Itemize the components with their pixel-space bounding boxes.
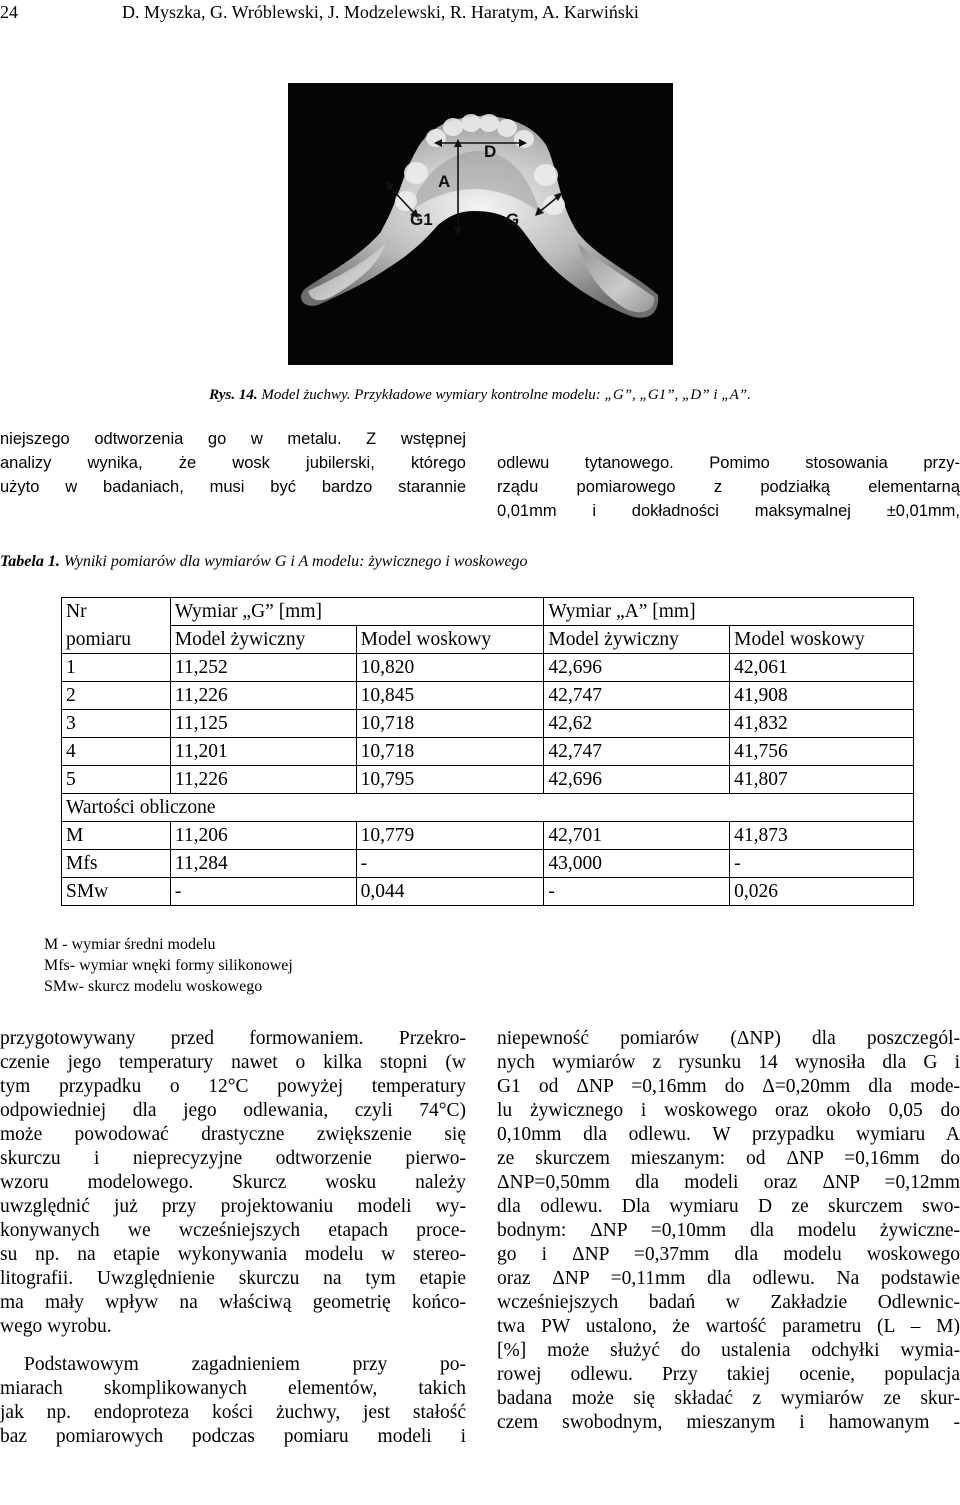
table-cell: 10,718 [356,738,544,766]
table-cell: 0,026 [730,878,914,906]
body-left-line: miarach skomplikowanych elementów, takich [0,1378,466,1399]
body-right-line: ze skurczem mieszanym: od ΔNP =0,16mm do [497,1148,960,1169]
intro-right-line: rządu pomiarowego z podziałką elementarną [497,478,960,496]
table-cell: - [544,878,730,906]
table-row [62,850,914,878]
jaw-model-illustration [288,83,673,365]
table-row [62,710,914,738]
body-right-line: rowej odlewu. Przy takiej ocenie, populacja [497,1364,960,1385]
body-left-line: skurczu i nieprecyzyjne odtworzenie pierwo- [0,1148,466,1169]
table-header-row [62,626,914,654]
table-cell: 42,701 [544,822,730,850]
table-cell: 11,125 [170,710,356,738]
table-cell: 41,908 [730,682,914,710]
header-cell: Model woskowy [356,626,544,654]
table-cell: 42,62 [544,710,730,738]
note-line: M - wymiar średni modelu [44,936,216,953]
table-caption-label: Tabela 1. [0,553,60,570]
body-right-line: lu żywicznego i woskowego oraz około 0,05 do [497,1100,960,1121]
table-cell: 11,226 [170,682,356,710]
label-g1: G1 [410,210,433,229]
table-cell: 11,206 [170,822,356,850]
jaw-model-photo [288,83,673,365]
table-cell: 2 [62,682,171,710]
body-left-line: litografii. Uwzględnienie skurczu na tym etapie [0,1268,466,1289]
header-cell: Model żywiczny [170,626,356,654]
header-cell: Wymiar „G” [mm] [170,598,544,626]
table-cell: 42,747 [544,738,730,766]
table-row [62,822,914,850]
body-right-line: 0,10mm dla odlewu. W przypadku wymiaru A [497,1124,960,1145]
body-right-line: ΔNP=0,50mm dla modeli oraz ΔNP =0,12mm [497,1172,960,1193]
body-left-line: uwzględnić już przy projektowaniu modeli wy- [0,1196,466,1217]
table-row [62,878,914,906]
body-left-line: jak np. endoproteza kości żuchwy, jest stałość [0,1402,466,1423]
intro-right-column [497,451,960,523]
body-right-line: badana może się składać z wymiarów ze skur- [497,1388,960,1409]
table-cell: 10,718 [356,710,544,738]
body-left-line: czenie jego temperatury nawet o kilka stopni (w [0,1052,466,1073]
table-cell: 5 [62,766,171,794]
table-caption-text: Wyniki pomiarów dla wymiarów G i A modelu: żywicznego i woskowego [59,553,528,570]
header-cell: pomiaru [62,626,171,654]
intro-right-line: 0,01mm i dokładności maksymalnej ±0,01mm, [497,502,960,520]
table-cell: 10,820 [356,654,544,682]
body-right-line: go i ΔNP =0,37mm dla modelu woskowego [497,1244,960,1265]
header-cell: Model woskowy [730,626,914,654]
table-cell: 43,000 [544,850,730,878]
intro-left-line: użyto w badaniach, musi być bardzo starannie [0,478,466,496]
table-row [62,738,914,766]
body-right-line: oraz ΔNP =0,11mm dla odlewu. Na podstawie [497,1268,960,1289]
table-row [62,654,914,682]
body-right-line: [%] może służyć do ustalenia odchyłki wymia- [497,1340,960,1361]
note-line: Mfs- wymiar wnęki formy silikonowej [44,957,293,974]
body-right-line: niepewność pomiarów (ΔNP) dla poszczegól- [497,1028,960,1049]
page-number: 24 [0,2,18,22]
body-left-column [0,1027,466,1449]
body-left-line: wego wyrobu. [0,1316,112,1337]
computed-values-row [62,794,914,822]
table-cell: 42,747 [544,682,730,710]
results-table [61,597,914,906]
body-right-line: twa PW ustalono, że wartość parametru (L – M) [497,1316,960,1337]
table-cell: 0,044 [356,878,544,906]
label-d: D [484,142,497,161]
table-header-row [62,598,914,626]
header-cell: Model żywiczny [544,626,730,654]
table-cell: 4 [62,738,171,766]
body-right-line: dla odlewu. Dla wymiaru D ze skurczem swo- [497,1196,960,1217]
intro-left-column [0,427,466,499]
table-cell: 10,795 [356,766,544,794]
body-left-line: su np. na etapie wykonywania modelu w stereo- [0,1244,466,1265]
table-cell: M [62,822,171,850]
table-cell: 11,226 [170,766,356,794]
table-cell: 41,873 [730,822,914,850]
body-left-line: baz pomiarowych podczas pomiaru modeli i [0,1426,466,1447]
table-cell: 11,284 [170,850,356,878]
table-row [62,766,914,794]
table-cell: 42,061 [730,654,914,682]
table-cell: Mfs [62,850,171,878]
table-cell: 3 [62,710,171,738]
body-right-line: czem swobodnym, mieszanym i hamowanym - [497,1412,960,1433]
body-right-line: nych wymiarów z rysunku 14 wynosiła dla G i [497,1052,960,1073]
body-left-line: odpowiedniej dla jego odlewania, czyli 74°C) [0,1100,466,1121]
table-cell: - [730,850,914,878]
label-a: A [438,172,451,191]
table-cell: 42,696 [544,654,730,682]
body-right-column [497,1027,960,1435]
figure-caption-text: Model żuchwy. Przykładowe wymiary kontrolne modelu: „G”, „G1”, „D” i „A”. [257,387,751,403]
body-left-line: wzoru modelowego. Skurcz wosku należy [0,1172,466,1193]
body-left-line: przygotowywany przed formowaniem. Przekro- [0,1028,466,1049]
figure-caption-label: Rys. 14. [209,387,258,403]
body-right-line: bodnym: ΔNP =0,10mm dla modelu żywiczne- [497,1220,960,1241]
intro-left-line: niejszego odtworzenia go w metalu. Z wstępnej [0,430,466,448]
table-cell: - [170,878,356,906]
computed-values-label: Wartości obliczone [62,794,914,822]
table-row [62,682,914,710]
body-left-line: tym przypadku o 12°C powyżej temperatury [0,1076,466,1097]
authors-line: D. Myszka, G. Wróblewski, J. Modzelewski, R. Haratym, A. Karwiński [122,2,639,22]
header-cell: Wymiar „A” [mm] [544,598,914,626]
figure-caption [0,387,960,404]
table-cell: 41,807 [730,766,914,794]
label-g: G [506,210,520,229]
body-right-line: G1 od ΔNP =0,16mm do Δ=0,20mm dla mode- [497,1076,960,1097]
table-notes [44,934,293,997]
intro-left-line: analizy wynika, że wosk jubilerski, którego [0,454,466,472]
body-left-line: może powodować drastyczne zwiększenie się [0,1124,466,1145]
table-cell: 10,779 [356,822,544,850]
table-cell: 41,756 [730,738,914,766]
body-left-line: konywanych we wcześniejszych etapach proce- [0,1220,466,1241]
table-cell: 1 [62,654,171,682]
table-cell: - [356,850,544,878]
table-caption [0,553,528,571]
table-cell: 42,696 [544,766,730,794]
note-line: SMw- skurcz modelu woskowego [44,978,263,995]
table-cell: 11,201 [170,738,356,766]
table-cell: 10,845 [356,682,544,710]
running-header [0,0,960,30]
table-cell: 11,252 [170,654,356,682]
body-right-line: wcześniejszych badań w Zakładzie Odlewnic- [497,1292,960,1313]
table-cell: SMw [62,878,171,906]
table-cell: 41,832 [730,710,914,738]
header-cell: Nr [62,598,171,626]
body-left-line: ma mały wpływ na właściwą geometrię końco- [0,1292,466,1313]
intro-right-line: odlewu tytanowego. Pomimo stosowania przy- [497,454,960,472]
body-left-line: Podstawowym zagadnieniem przy po- [24,1354,466,1375]
